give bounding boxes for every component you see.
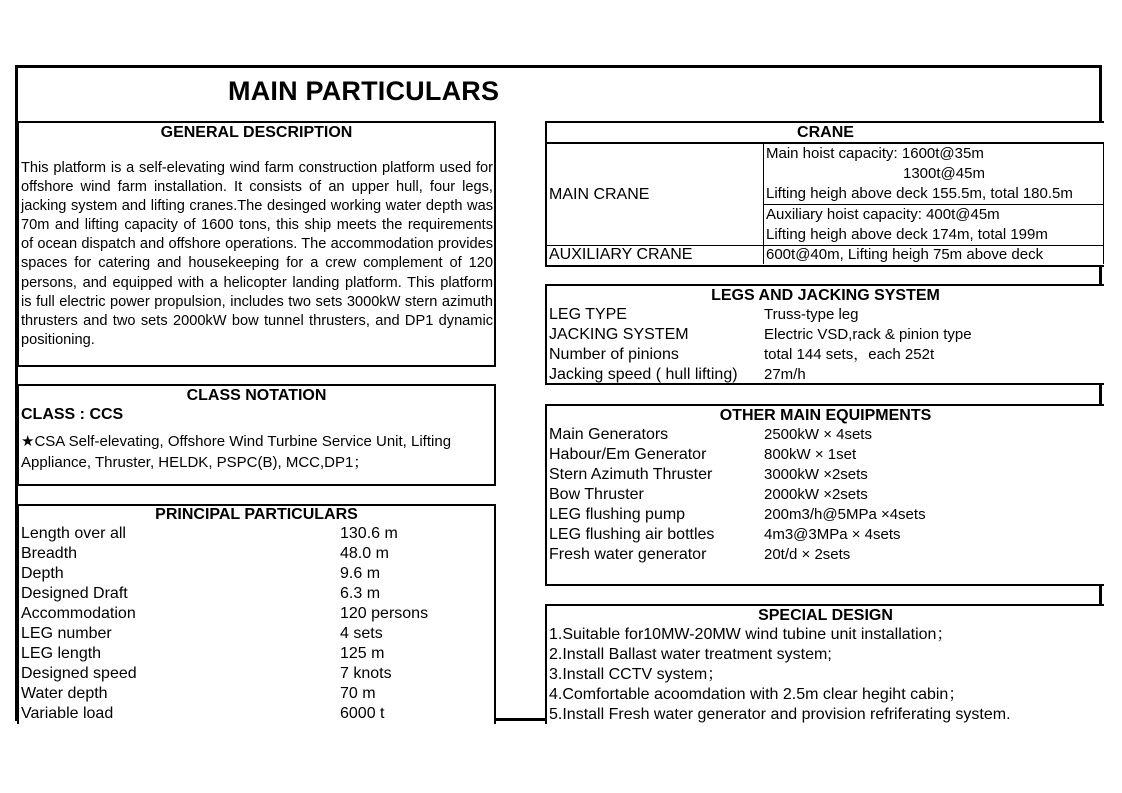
auxiliary-crane-value: 600t@40m, Lifting heigh 75m above deck [764,246,1104,265]
class-notation-heading: CLASS NOTATION [186,387,327,404]
special-design-item-text: 4.Comfortable acoomdation with 2.5m clear hegiht cabin； [549,686,965,703]
legs-jacking-row [547,345,1104,365]
principal-particular-row [19,564,494,584]
special-design-item [547,625,1104,645]
row-label: LEG length [21,645,102,662]
row-value: 27m/h [764,366,806,383]
aux-hoist-line-2: Lifting heigh above deck 174m, total 199m [766,226,1048,243]
principal-particular-row [19,584,494,604]
equipment-row [547,505,1104,525]
special-design-box [545,604,1104,724]
principal-particular-row [19,644,494,664]
row-label: Length over all [21,525,126,542]
main-hoist-cell [764,144,1104,205]
special-design-heading: SPECIAL DESIGN [758,607,893,624]
class-label: CLASS : CCS [21,406,124,423]
legs-jacking-box [545,284,1104,385]
special-design-item-text: 2.Install Ballast water treatment system; [549,646,832,663]
aux-hoist-cell [764,205,1104,246]
row-value: 200m3/h@5MPa ×4sets [764,506,926,523]
row-value: 2000kW ×2sets [764,486,868,503]
special-design-item-text: 1.Suitable for10MW-20MW wind tubine unit installation； [549,626,953,643]
other-equipments-heading: OTHER MAIN EQUIPMENTS [719,407,932,424]
row-value: 130.6 m [340,525,398,542]
equipment-row [547,445,1104,465]
row-value: 120 persons [340,605,429,622]
row-label: LEG flushing air bottles [549,526,715,543]
special-design-item-text: 5.Install Fresh water generator and provision refriferating system. [549,706,1011,723]
row-value: 7 knots [340,665,392,682]
equipment-row [547,465,1104,485]
row-label: Main Generators [549,426,669,443]
row-value: 2500kW × 4sets [764,426,872,443]
row-value: total 144 sets，each 252t [764,346,935,363]
principal-particulars-heading: PRINCIPAL PARTICULARS [155,506,358,523]
general-description-text: This platform is a self-elevating wind farm construction platform used for offshore wind farm installation. It consists of an upper hull, four legs, jacking system and lifting cranes.The desinged working water depth was 70m and lifting capacity of 1600 tons, this ship meets the requirements of ocean dispatch and offshore operations. The accommodation provides spaces for catering and housekeeping for a crew complement of 120 persons, and equipped with a helicopter landing platform. This platform is full electric power propulsion, includes two sets 3000kW stern azimuth thrusters and two sets 2000kW bow tunnel thrusters, and DP1 dynamic positioning. [21,160,493,348]
page-title: MAIN PARTICULARS [228,76,500,106]
principal-particular-row [19,524,494,544]
main-crane-label: MAIN CRANE [547,144,764,246]
row-label: LEG TYPE [549,306,627,323]
special-design-item [547,645,1104,665]
row-label: Fresh water generator [549,546,707,563]
legs-jacking-row [547,305,1104,325]
row-value: 6000 t [340,705,385,722]
row-value: 4 sets [340,625,383,642]
principal-particular-row [19,664,494,684]
class-notation-text: ★CSA Self-elevating, Offshore Wind Turbine Service Unit, Lifting Appliance, Thruster, HELDK, PSPC(B), MCC,DP1； [21,433,452,471]
row-value: 48.0 m [340,545,389,562]
row-value: 3000kW ×2sets [764,466,868,483]
row-label: LEG flushing pump [549,506,686,523]
main-hoist-line-2: 1300t@45m [903,165,985,182]
equipment-row [547,545,1104,565]
row-label: Breadth [21,545,78,562]
row-label: Designed Draft [21,585,128,602]
row-label: Habour/Em Generator [549,446,707,463]
row-value: 125 m [340,645,385,662]
other-equipments-box [545,404,1104,586]
row-label: Bow Thruster [549,486,644,503]
equipment-row [547,425,1104,445]
general-description-box [17,121,496,367]
crane-box [545,121,1104,267]
main-hoist-line-3: Lifting heigh above deck 155.5m, total 180.5m [766,185,1073,202]
special-design-item [547,685,1104,705]
main-hoist-line-1: Main hoist capacity: 1600t@35m [766,145,984,162]
special-design-item [547,705,1104,725]
row-value: Truss-type leg [764,306,859,323]
row-label: Variable load [21,705,114,722]
crane-table [547,143,1104,264]
crane-heading: CRANE [547,123,1104,143]
row-value: 800kW × 1set [764,446,857,463]
row-value: 9.6 m [340,565,381,582]
legs-jacking-row [547,325,1104,345]
row-label: JACKING SYSTEM [549,326,689,343]
row-value: 6.3 m [340,585,381,602]
special-design-item [547,665,1104,685]
equipment-row [547,485,1104,505]
row-value: Electric VSD,rack & pinion type [764,326,972,343]
principal-particular-row [19,604,494,624]
row-label: Accommodation [21,605,136,622]
special-design-item-text: 3.Install CCTV system； [549,666,724,683]
row-label: LEG number [21,625,112,642]
aux-hoist-line-1: Auxiliary hoist capacity: 400t@45m [766,206,1000,223]
row-label: Depth [21,565,64,582]
row-label: Jacking speed ( hull lifting) [549,366,738,383]
principal-particulars-box [17,504,496,724]
row-value: 4m3@3MPa × 4sets [764,526,901,543]
principal-particular-row [19,684,494,704]
principal-particular-row [19,704,494,724]
legs-jacking-heading: LEGS AND JACKING SYSTEM [711,287,940,304]
row-label: Number of pinions [549,346,679,363]
equipment-row [547,525,1104,545]
row-value: 20t/d × 2sets [764,546,851,563]
row-label: Designed speed [21,665,137,682]
principal-particular-row [19,624,494,644]
row-label: Water depth [21,685,108,702]
row-value: 70 m [340,685,376,702]
principal-particular-row [19,544,494,564]
general-description-heading: GENERAL DESCRIPTION [160,124,353,141]
row-label: Stern Azimuth Thruster [549,466,713,483]
auxiliary-crane-label: AUXILIARY CRANE [547,246,764,265]
class-notation-box [17,384,496,486]
legs-jacking-row [547,365,1104,385]
